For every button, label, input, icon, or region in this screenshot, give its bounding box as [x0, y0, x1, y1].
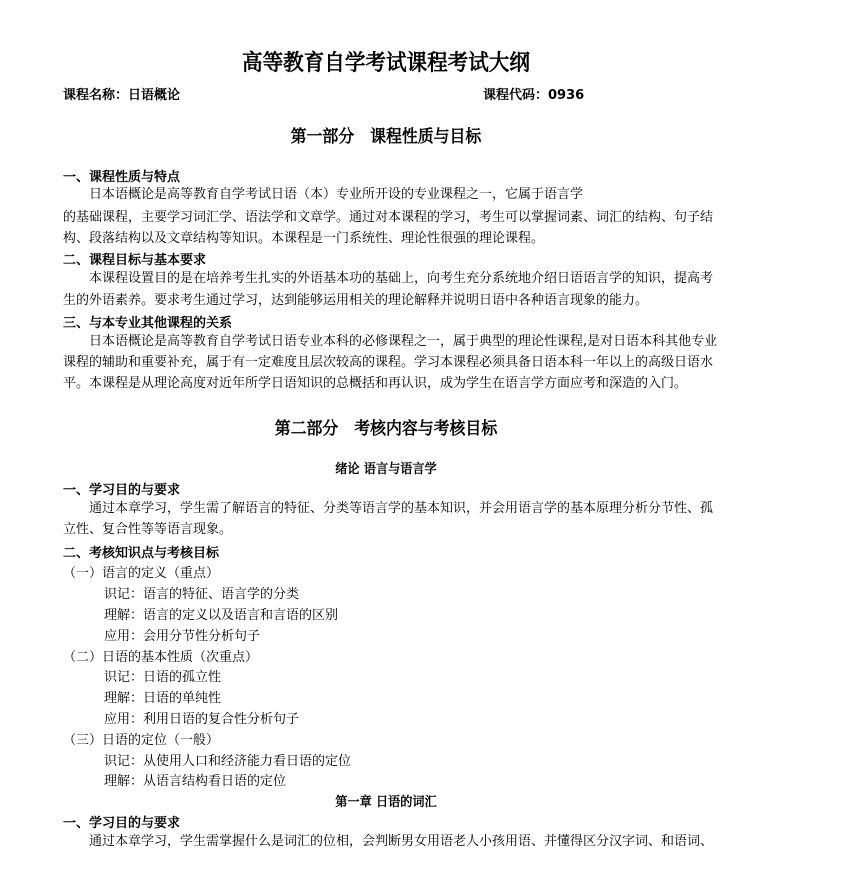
- point-item: 理解：从语言结构看日语的定位: [104, 774, 287, 789]
- part1-section1-line: 的基础课程，主要学习词汇学、语法学和文章学。通过对本课程的学习，考生可以掌握词素、词汇的结构、句子结: [63, 210, 714, 225]
- part1-section3-line: 日本语概论是高等教育自学考试日语专业本科的必修课程之一，属于典型的理论性课程,是对日语本科其他专业: [89, 334, 718, 349]
- point-item: 应用：利用日语的复合性分析句子: [104, 712, 300, 727]
- course-name: 课程名称：日语概论: [63, 88, 181, 103]
- intro-goal-heading: 一、学习目的与要求: [63, 483, 181, 498]
- intro-heading: 绪论 语言与语言学: [335, 462, 437, 477]
- point-item: 理解：语言的定义以及语言和言语的区别: [104, 608, 339, 623]
- part1-heading: 第一部分 课程性质与目标: [290, 127, 482, 147]
- part1-section2-heading: 二、课程目标与基本要求: [63, 253, 207, 268]
- intro-goal-line: 立性、复合性等等语言现象。: [63, 522, 233, 537]
- point-label: （二）日语的基本性质（次重点）: [63, 650, 259, 665]
- part1-section3-line: 课程的辅助和重要补充，属于有一定难度且层次较高的课程。学习本课程必须具备日语本科一年以上的高级日语水: [63, 355, 714, 370]
- part2-heading: 第二部分 考核内容与考核目标: [274, 419, 498, 439]
- point-item: 识记：日语的孤立性: [104, 670, 222, 685]
- point-item: 识记：从使用人口和经济能力看日语的定位: [104, 754, 352, 769]
- point-label: （一）语言的定义（重点）: [63, 566, 220, 581]
- chapter1-goal-heading: 一、学习目的与要求: [63, 816, 181, 831]
- point-item: 应用：会用分节性分析句子: [104, 629, 261, 644]
- part1-section2-line: 本课程设置目的是在培养考生扎实的外语基本功的基础上，向考生充分系统地介绍日语语言学的知识，提高考: [89, 271, 714, 286]
- point-item: 理解：日语的单纯性: [104, 691, 222, 706]
- chapter1-goal-line: 通过本章学习，学生需掌握什么是词汇的位相，会判断男女用语老人小孩用语、并懂得区分汉字词、和语词、: [89, 834, 714, 849]
- document-title: 高等教育自学考试课程考试大纲: [242, 50, 530, 76]
- part1-section1-heading: 一、课程性质与特点: [63, 170, 181, 185]
- part1-section3-line: 平。本课程是从理论高度对近年所学日语知识的总概括和再认识，成为学生在语言学方面应考和深造的入门。: [63, 376, 688, 391]
- part1-section1-line: 日本语概论是高等教育自学考试日语（本）专业所开设的专业课程之一，它属于语言学: [89, 187, 584, 202]
- course-code: 课程代码：0936: [483, 88, 585, 103]
- part1-section2-line: 生的外语素养。要求考生通过学习，达到能够运用相关的理论解释并说明日语中各种语言现象的能力。: [63, 293, 649, 308]
- intro-goal-line: 通过本章学习，学生需了解语言的特征、分类等语言学的基本知识，并会用语言学的基本原理分析分节性、孤: [89, 501, 714, 516]
- point-label: （三）日语的定位（一般）: [63, 733, 220, 748]
- intro-points-heading: 二、考核知识点与考核目标: [63, 546, 220, 561]
- part1-section1-line: 构、段落结构以及文章结构等知识。本课程是一门系统性、理论性很强的理论课程。: [63, 231, 545, 246]
- part1-section3-heading: 三、与本专业其他课程的关系: [63, 316, 233, 331]
- chapter1-heading: 第一章 日语的词汇: [335, 795, 437, 810]
- point-item: 识记：语言的特征、语言学的分类: [104, 587, 300, 602]
